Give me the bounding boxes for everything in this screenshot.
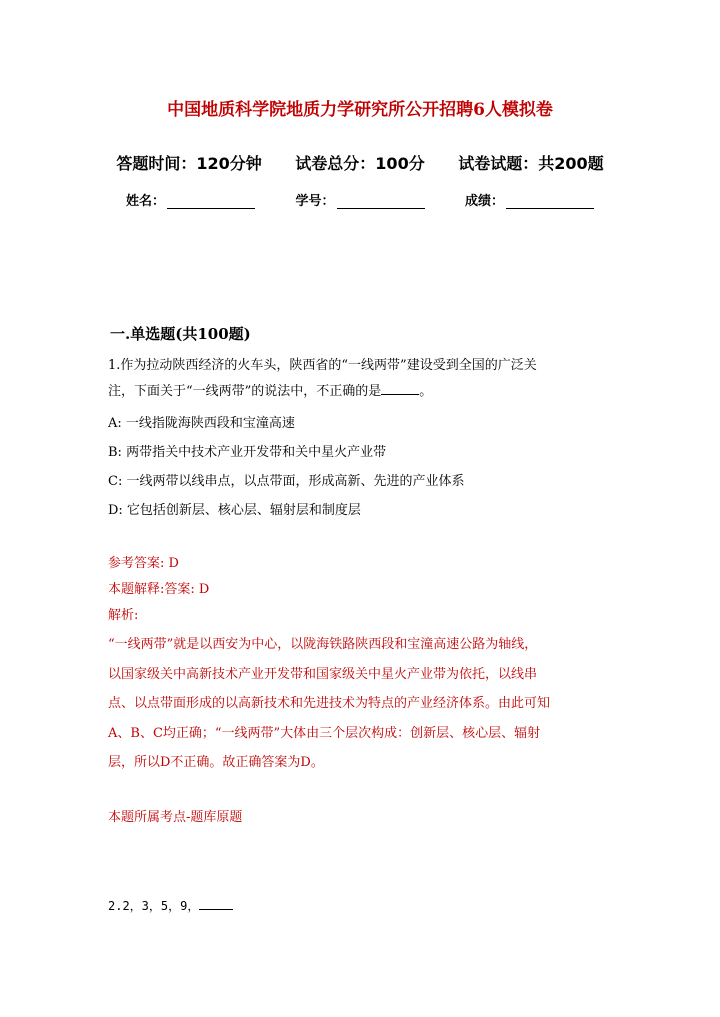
analysis-line: 以国家级关中高新技术产业开发带和国家级关中星火产业带为依托，以线串 — [108, 666, 538, 682]
question-1-stem — [108, 353, 608, 405]
id-label: 学号： — [295, 194, 335, 209]
exam-total-questions: 试卷试题：共200题 — [458, 154, 604, 173]
score-field — [465, 190, 594, 209]
answer-block — [108, 551, 608, 629]
exam-total-score: 试卷总分：100分 — [295, 154, 425, 173]
id-line — [337, 194, 425, 209]
id-field — [295, 190, 424, 209]
section-title: 一.单选题(共100题) — [110, 325, 251, 343]
question-source: 本题所属考点-题库原题 — [108, 810, 243, 825]
option-d: D: 它包括创新层、核心层、辐射层和制度层 — [108, 503, 361, 518]
question-1-line-2-end: 。 — [419, 384, 433, 399]
option-a: A: 一线指陇海陕西段和宝潼高速 — [108, 416, 295, 431]
question-1-line-1: 1.作为拉动陕西经济的火车头，陕西省的“一线两带”建设受到全国的广泛关 — [108, 358, 537, 373]
analysis-line: 点、以点带面形成的以高新技术和先进技术为特点的产业经济体系。由此可知 — [108, 696, 551, 711]
exam-time: 答题时间：120分钟 — [116, 154, 262, 173]
student-fields — [0, 190, 720, 209]
option-b: B: 两带指关中技术产业开发带和关中星火产业带 — [108, 445, 387, 460]
option-c: C: 一线两带以线串点，以点带面，形成高新、先进的产业体系 — [108, 474, 465, 489]
analysis-label: 解析: — [108, 608, 139, 623]
score-label: 成绩： — [465, 194, 505, 209]
score-line — [506, 194, 594, 209]
name-line — [167, 194, 255, 209]
question-2-blank — [199, 895, 233, 910]
name-label: 姓名： — [125, 194, 165, 209]
reference-answer: 参考答案: D — [108, 556, 179, 571]
question-1-options — [108, 409, 608, 525]
question-2 — [108, 893, 608, 919]
name-field — [126, 190, 255, 209]
answer-explanation: 本题解释:答案: D — [108, 582, 210, 597]
answer-blank — [381, 380, 419, 395]
analysis-text — [108, 630, 608, 778]
question-1-line-2-text: 注，下面关于“一线两带”的说法中，不正确的是 — [108, 384, 382, 399]
exam-meta — [0, 151, 720, 174]
question-1-line-2 — [108, 379, 608, 405]
analysis-line: 层，所以D不正确。故正确答案为D。 — [108, 755, 324, 770]
page-title: 中国地质科学院地质力学研究所公开招聘6人模拟卷 — [167, 100, 553, 120]
question-2-text: 2.2，3，5，9， — [108, 899, 200, 913]
analysis-line: “一线两带”就是以西安为中心，以陇海铁路陕西段和宝潼高速公路为轴线， — [108, 637, 538, 652]
analysis-line: A、B、C均正确；“一线两带”大体由三个层次构成：创新层、核心层、辐射 — [108, 725, 541, 741]
